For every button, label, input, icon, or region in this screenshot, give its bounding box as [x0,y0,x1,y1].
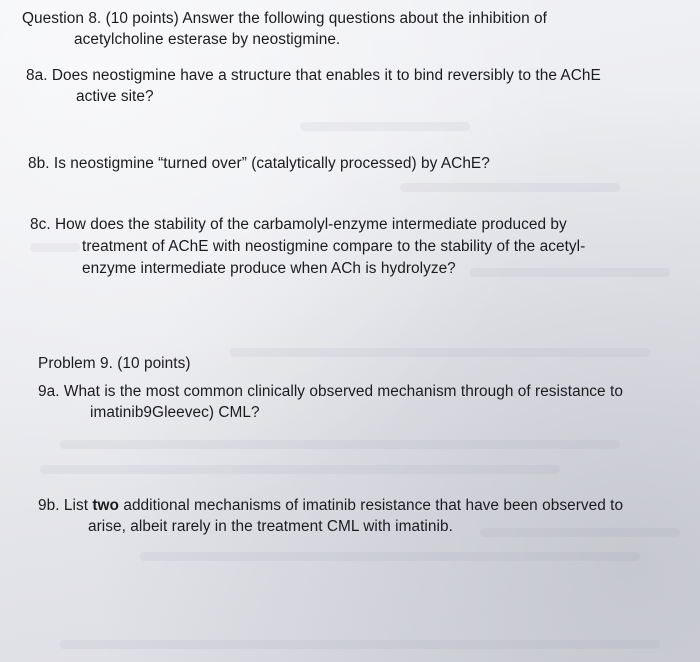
question-8c-line-3: enzyme intermediate produce when ACh is hydrolyze? [82,260,456,277]
bleed-through-mark [140,552,640,561]
bleed-through-mark [400,183,620,192]
question-8c-line-1: 8c. How does the stability of the carbamolyl-enzyme intermediate produced by [30,216,567,233]
bleed-through-mark [60,640,660,649]
bleed-through-mark [40,465,560,474]
bleed-through-mark [300,122,470,131]
question-9a-line-2: imatinib9Gleevec) CML? [90,404,260,421]
question-8b [28,153,490,174]
bleed-through-mark [230,348,650,357]
question-8c [30,214,585,280]
question-8a-line-1: 8a. Does neostigmine have a structure that enables it to bind reversibly to the AChE [26,67,601,84]
problem-9-title: Problem 9. (10 points) [38,355,191,372]
question-9b [38,495,623,537]
question-8b-line-1: 8b. Is neostigmine “turned over” (catalytically processed) by AChE? [28,155,490,172]
question-9a [38,381,623,423]
problem-9-heading [38,353,191,374]
question-9b-line-1 [38,497,623,514]
question-9b-suffix: additional mechanisms of imatinib resistance that have been observed to [119,497,624,514]
question-9b-line-2: arise, albeit rarely in the treatment CML with imatinib. [88,518,453,535]
question-8a-line-2: active site? [76,88,154,105]
question-9b-emphasis: two [92,497,120,514]
question-9a-line-1: 9a. What is the most common clinically observed mechanism through of resistance to [38,383,623,400]
question-8-line-1: Question 8. (10 points) Answer the following questions about the inhibition of [22,10,547,27]
bleed-through-mark [60,440,620,449]
question-8c-line-2: treatment of AChE with neostigmine compare to the stability of the acetyl- [82,238,586,255]
question-8-line-2: acetylcholine esterase by neostigmine. [74,31,341,48]
question-9b-prefix: 9b. List [38,497,93,514]
question-8 [22,8,547,50]
question-8a [26,65,601,107]
